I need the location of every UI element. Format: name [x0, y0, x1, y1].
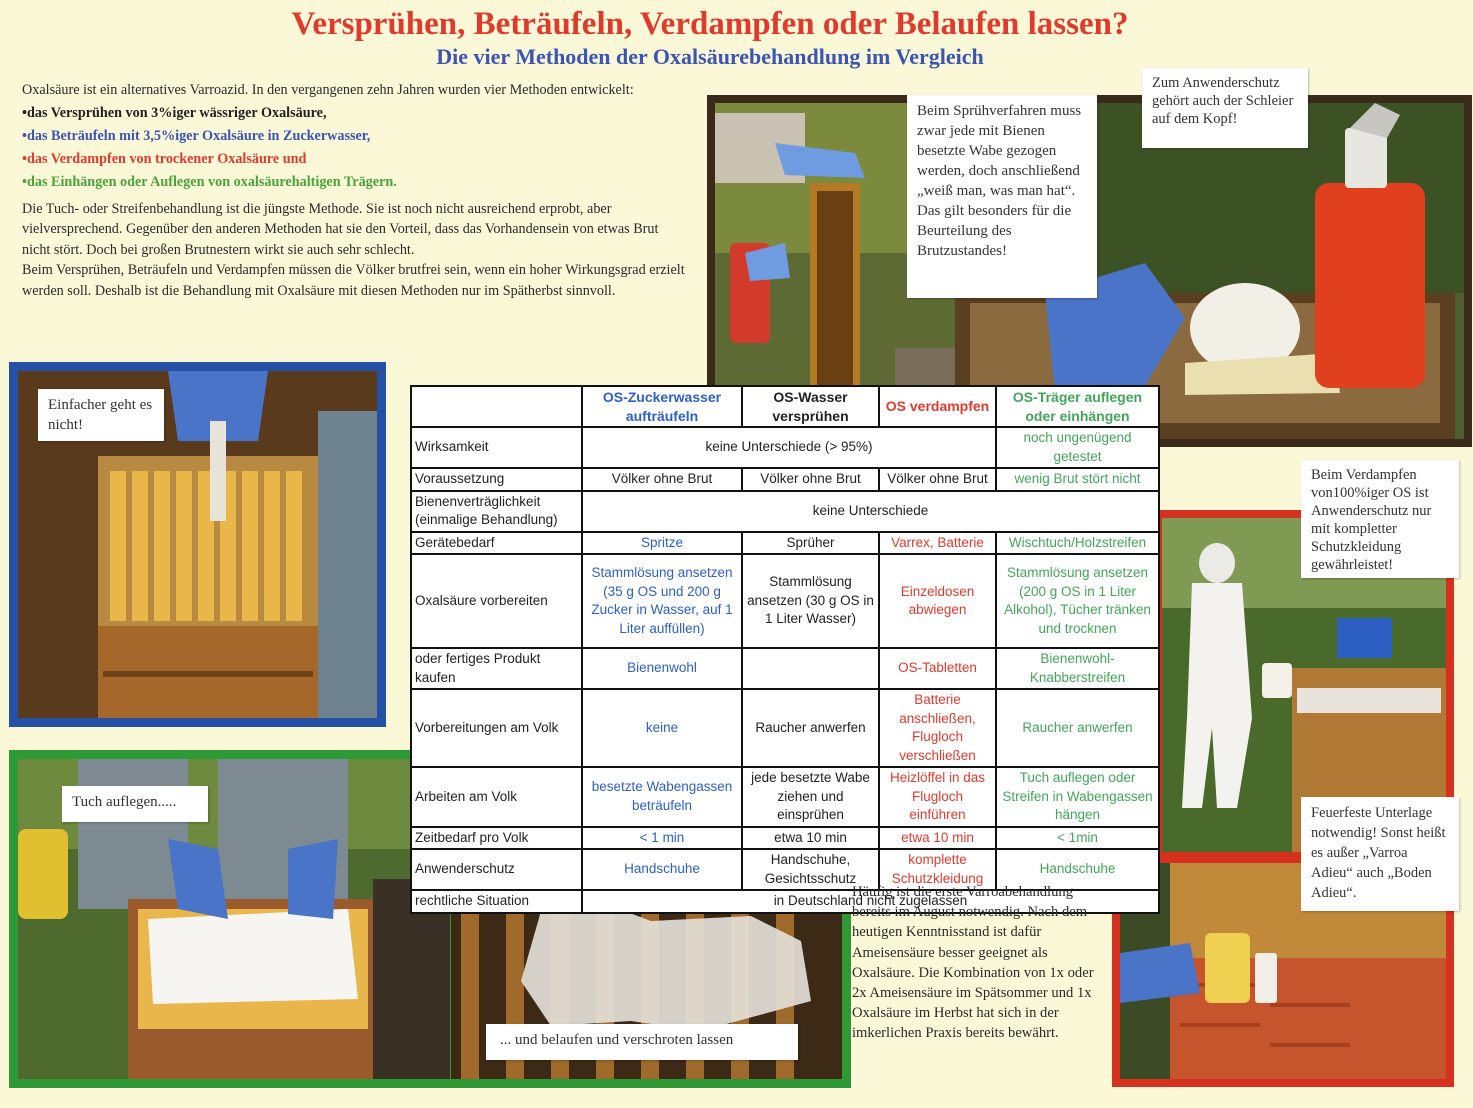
- table-cell: wenig Brut stört nicht: [996, 468, 1159, 491]
- table-cell: Raucher anwerfen: [996, 689, 1159, 767]
- method-drip: •das Beträufeln mit 3,5%iger Oxalsäure in Zuckerwasser,: [22, 127, 371, 144]
- table-cell: Wischtuch/Holzstreifen: [996, 532, 1159, 555]
- table-cell: Heizlöffel in das Flugloch einführen: [879, 767, 996, 827]
- intro-text: [22, 80, 687, 301]
- caption-fireproof: Feuerfeste Unterlage notwendig! Sonst heißt es außer „Varroa Adieu“ auch „Boden Adieu“.: [1301, 797, 1459, 911]
- bottom-text: Häufig ist die erste Varroabehandlung bereits im August notwendig. Nach dem heutigen Kenntnisstand ist dafür Ameisensäure besser geeignet als Oxalsäure. Die Kombination von 1x oder 2x Ameisensäure im Spätsommer und 1x Oxalsäure im Herbst hat sich in der imkerlichen Praxis bereits bewährt.: [852, 884, 1094, 1042]
- table-cell: Handschuhe, Gesichtsschutz: [742, 849, 879, 890]
- row-label: Zeitbedarf pro Volk: [411, 827, 582, 850]
- table-cell: Varrex, Batterie: [879, 532, 996, 555]
- table-cell: noch ungenügend getestet: [996, 427, 1159, 468]
- table-cell: OS-Tabletten: [879, 648, 996, 689]
- table-cell: Tuch auflegen oder Streifen in Wabengassen hängen: [996, 767, 1159, 827]
- table-cell: Bienenwohl: [582, 648, 742, 689]
- table-cell: jede besetzte Wabe ziehen und einsprühen: [742, 767, 879, 827]
- table-row: [411, 468, 1159, 491]
- intro-paragraph-2: Beim Versprühen, Beträufeln und Verdampfen müssen die Völker brutfrei sein, wenn ein hoher Wirkungsgrad erzielt werden soll. Deshalb ist die Behandlung mit Oxalsäure mit diesen Methoden nur im Spätherbst sinnvoll.: [22, 262, 685, 299]
- caption-cloth: Tuch auflegen.....: [62, 786, 208, 822]
- table-cell: komplette Schutzkleidung: [879, 849, 996, 890]
- row-label: Anwenderschutz: [411, 849, 582, 890]
- table-header-row: [411, 386, 1159, 427]
- page-subtitle: Die vier Methoden der Oxalsäurebehandlung im Vergleich: [436, 44, 984, 69]
- header-carrier: OS-Träger auflegen oder einhängen: [996, 386, 1159, 427]
- row-label: Wirksamkeit: [411, 427, 582, 468]
- row-label: Bienenverträglichkeit (einmalige Behandlung): [411, 491, 582, 532]
- table-cell: keine: [582, 689, 742, 767]
- intro-paragraph-1: Die Tuch- oder Streifenbehandlung ist die jüngste Methode. Sie ist noch nicht ausreichend erprobt, aber vielversprechend. Gegenüber den anderen Methoden hat sie den Vorteil, dass das Vorhandensein von etwas Brut nicht stört. Doch bei großen Brutnestern wirkt sie auch sehr schlecht.: [22, 200, 659, 258]
- row-label: Gerätebedarf: [411, 532, 582, 555]
- table-row: [411, 767, 1159, 827]
- table-cell: Völker ohne Brut: [582, 468, 742, 491]
- table-cell: Bienenwohl-Knabberstreifen: [996, 648, 1159, 689]
- table-corner: [411, 386, 582, 427]
- table-row: [411, 648, 1159, 689]
- row-label: Arbeiten am Volk: [411, 767, 582, 827]
- caption-simple: Einfacher geht es nicht!: [38, 389, 164, 441]
- caption-evaporate: Beim Verdampfen von100%iger OS ist Anwenderschutz nur mit kompletter Schutzkleidung gewährleistet!: [1301, 460, 1459, 578]
- row-label: oder fertiges Produkt kaufen: [411, 648, 582, 689]
- table-cell: Stammlösung ansetzen (35 g OS und 200 g Zucker in Wasser, auf 1 Liter auffüllen): [582, 554, 742, 648]
- table-cell: Stammlösung ansetzen (200 g OS in 1 Liter Alkohol), Tücher tränken und trocknen: [996, 554, 1159, 648]
- table-row: [411, 554, 1159, 648]
- header-spray: OS-Wasser versprühen: [742, 386, 879, 427]
- table-cell: Völker ohne Brut: [879, 468, 996, 491]
- table-row: [411, 827, 1159, 850]
- table-row: [411, 689, 1159, 767]
- method-evaporate: •das Verdampfen von trockener Oxalsäure und: [22, 150, 307, 167]
- table-cell: Stammlösung ansetzen (30 g OS in 1 Liter Wasser): [742, 554, 879, 648]
- table-cell: < 1min: [996, 827, 1159, 850]
- table-row: [411, 532, 1159, 555]
- table-cell: Völker ohne Brut: [742, 468, 879, 491]
- caption-veil: Zum Anwenderschutz gehört auch der Schleier auf dem Kopf!: [1142, 68, 1308, 148]
- row-label: Voraussetzung: [411, 468, 582, 491]
- table-cell: < 1 min: [582, 827, 742, 850]
- table-cell: keine Unterschiede: [582, 491, 1159, 532]
- row-label: Oxalsäure vorbereiten: [411, 554, 582, 648]
- header-drip: OS-Zuckerwasser aufträufeln: [582, 386, 742, 427]
- table-cell: Handschuhe: [996, 849, 1159, 890]
- header-evaporate: OS verdampfen: [879, 386, 996, 427]
- table-cell: Raucher anwerfen: [742, 689, 879, 767]
- table-cell: besetzte Wabengassen beträufeln: [582, 767, 742, 827]
- table-cell: keine Unterschiede (> 95%): [582, 427, 996, 468]
- table-cell: in Deutschland nicht zugelassen: [582, 890, 1159, 913]
- caption-crawl: ... und belaufen und verschroten lassen: [486, 1024, 798, 1060]
- table-row: [411, 427, 1159, 468]
- table-cell: Sprüher: [742, 532, 879, 555]
- table-cell: Spritze: [582, 532, 742, 555]
- comparison-table: [410, 385, 1160, 914]
- caption-spray: Beim Sprühverfahren muss zwar jede mit Bienen besetzte Wabe gezogen werden, doch anschließend „weiß man, was man hat“. Das gilt besonders für die Beurteilung des Brutzustandes!: [907, 95, 1097, 298]
- table-row: [411, 491, 1159, 532]
- intro-lead: Oxalsäure ist ein alternatives Varroazid. In den vergangenen zehn Jahren wurden vier Methoden entwickelt:: [22, 82, 634, 98]
- row-label: Vorbereitungen am Volk: [411, 689, 582, 767]
- table-cell: Handschuhe: [582, 849, 742, 890]
- table-cell: Einzeldosen abwiegen: [879, 554, 996, 648]
- table-cell: [742, 648, 879, 689]
- table-cell: etwa 10 min: [879, 827, 996, 850]
- page-title: Versprühen, Beträufeln, Verdampfen oder Belaufen lassen?: [291, 6, 1129, 42]
- table-cell: etwa 10 min: [742, 827, 879, 850]
- method-carrier: •das Einhängen oder Auflegen von oxalsäurehaltigen Trägern.: [22, 173, 397, 190]
- method-spray: •das Versprühen von 3%iger wässriger Oxalsäure,: [22, 104, 327, 121]
- row-label: rechtliche Situation: [411, 890, 582, 913]
- table-cell: Batterie anschließen, Flugloch verschließen: [879, 689, 996, 767]
